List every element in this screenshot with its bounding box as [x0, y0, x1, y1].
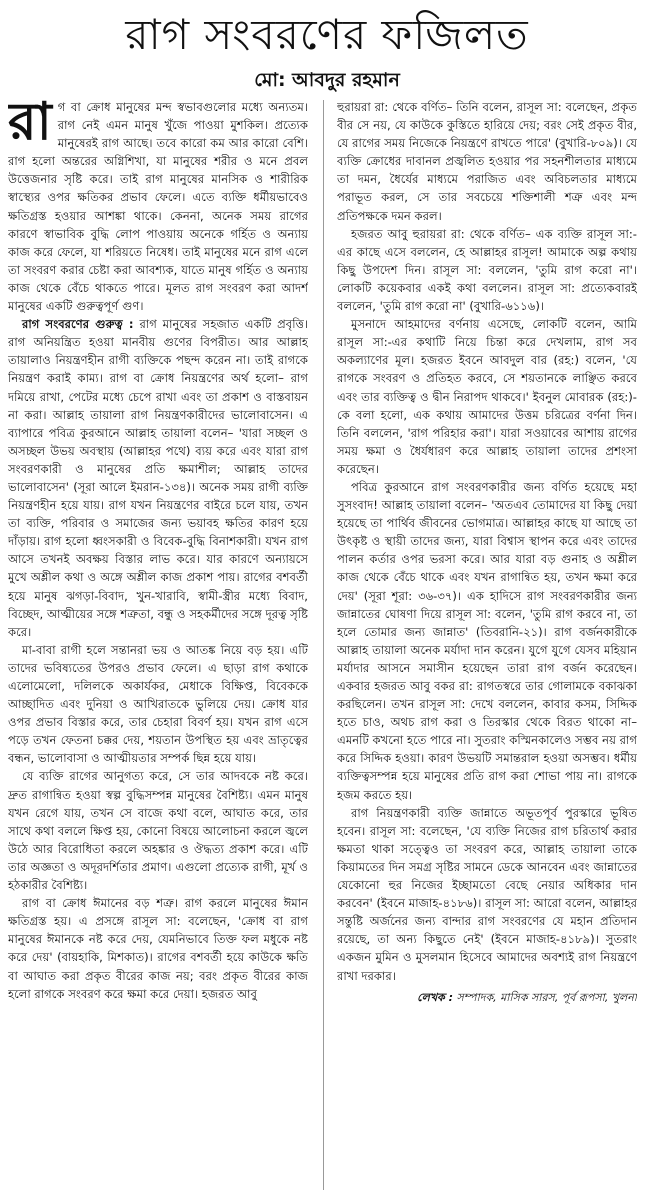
section-subheading: রাগ সংবরণের গুরুত্ব :: [22, 317, 134, 332]
obedience-paragraph: যে ব্যক্তি রাগের আনুগত্য করে, সে তার আদবকে নষ্ট করে। দ্রুত রাগান্বিত হওয়া স্বল্প বুদ্ধিসম্পন্ন মানুষের বৈশিষ্ট্য। এমন মানুষ যখন রেগে যায়, তখন সে বাজে কথা বলে, আঘাত করে, তার সাথে কথা বললে ক্ষিপ্ত হয়, কোনো বিষয়ে আলোচনা করলে জ্বলে উঠে আর বিরোধিতা করলে অহঙ্কার ও ঔদ্ধত্য প্রকাশ করে। এটি তার অজ্ঞতা ও অদূরদর্শিতার প্রমাণ। এগুলো প্রত্যেক রাগী, মূর্খ ও হঠকারীর বৈশিষ্ট্য।: [8, 769, 308, 893]
intro-text: গ বা ক্রোধ মানুষের মন্দ স্বভাবগুলোর মধ্যে অন্যতম। রাগ নেই এমন মানুষ খুঁজে পাওয়া মুশকিল। প্রত্যেক মানুষেরই রাগ আছে। তবে কারো কম আর কারো বেশি। রাগ হলো অন্তরের অগ্নিশিখা, যা মানুষের শরীর ও মনে প্রবল উত্তেজনার সৃষ্টি করে। তাই রাগ মানুষের মানসিক ও শারীরিক স্বাস্থ্যের ওপর ক্ষতিকর প্রভাব ফেলে। এতে ব্যক্তি ধর্মীয়ভাবেও ক্ষতিগ্রস্ত হওয়ার আশঙ্কা থাকে। কেননা, অনেক সময় রাগের কারণে স্বাভাবিক বুদ্ধি লোপ পাওয়ায় অনেকে গর্হিত ও অন্যায় কাজ করে ফেলে, যা শরিয়তে নিষেধ। তাই মানুষের মনে রাগ এলে তা সংবরণ করার চেষ্টা করা আবশ্যক, যাতে মানুষ গর্হিত ও অন্যায় কাজ থেকে বেঁচে থাকতে পারে। মূলত রাগ সংবরণ করা আদর্শ মানুষের একটি গুরুত্বপূর্ণ গুণ।: [8, 100, 308, 314]
left-column: [8, 98, 308, 1194]
musnad-paragraph: মুসনাদে আহমাদের বর্ণনায় এসেছে, লোকটি বলেন, আমি রাসূল সা:-এর কথাটি নিয়ে চিন্তা করে দেখলাম, রাগ সব অকল্যাণের মূল। হজরত ইবনে আবদুল বার (রহ:) বলেন, 'যে রাগকে সংবরণ ও প্রতিহত করবে, সে শয়তানকে লাঞ্ছিত করবে এবং তার ব্যক্তিত্ব ও দ্বীন নিরাপদ থাকবে।' ইবনুল মোবারক (রহ:)-কে বলা হলো, এক কথায় আমাদের উত্তম চরিত্রের বর্ণনা দিন। তিনি বললেন, 'রাগ পরিহার করা'। যারা সওয়াবের আশায় রাগের সময় ক্ষমা ও ধৈর্যধারণ করে আল্লাহ তায়ালা তাদের প্রশংসা করেছেন।: [337, 317, 637, 476]
byline-label: লেখক :: [417, 990, 453, 1004]
importance-text: রাগ মানুষের সহজাত একটি প্রবৃত্তি। রাগ অনিয়ন্ত্রিত হওয়া মানবীয় গুণের বিপরীত। আর আল্লাহ তায়ালাও নিয়ন্ত্রণহীন রাগী ব্যক্তিকে পছন্দ করেন না। তাই রাগকে নিয়ন্ত্রণ করাই কাম্য। রাগ বা ক্রোধ নিয়ন্ত্রণের অর্থ হলো– রাগ দমিয়ে রাখা, পেটের মধ্যে চেপে রাখা এবং তা প্রকাশ ও বাস্তবায়ন না করা। আল্লাহ তায়ালা রাগ নিয়ন্ত্রণকারীদের ভালোবাসেন। এ ব্যাপারে পবিত্র কুরআনে আল্লাহ তায়ালা বলেন– 'যারা সচ্ছল ও অসচ্ছল উভয় অবস্থায় (আল্লাহর পথে) ব্যয় করে এবং যারা রাগ সংবরণকারী ও মানুষের প্রতি ক্ষমাশীল; আল্লাহ তাদের ভালোবাসেন' (সূরা আলে ইমরান-১৩৪)। অনেক সময় রাগী ব্যক্তি নিয়ন্ত্রণহীন হয়ে যায়। রাগ যখন নিয়ন্ত্রণের বাইরে চলে যায়, তখন তা ব্যক্তি, পরিবার ও সমাজের জন্য ভয়াবহ ক্ষতির কারণ হয়ে দাঁড়ায়। রাগ হলো ধ্বংসকারী ও বিবেক-বুদ্ধি বিনাশকারী। যখন রাগ আসে তখনই অবক্ষয় বিস্তার লাভ করে। যার কারণে অন্যায়সে মুখে অশ্লীল কথা ও অঙ্গে অশ্লীল কাজ প্রকাশ পায়। রাগের বশবর্তী হয়ে মানুষ ঝগড়া-বিবাদ, খুন-খারাবি, স্বামী-স্ত্রীর মধ্যে বিবাদ, বিচ্ছেদ, আত্মীয়ের সঙ্গে শত্রুতা, বন্ধু ও সহকর্মীদের সঙ্গে দূরত্ব সৃষ্টি করে।: [8, 317, 308, 639]
intro-paragraph: [8, 98, 308, 315]
drop-cap: রা: [8, 98, 52, 152]
hadith-bukhari-paragraph: হুরায়রা রা: থেকে বর্ণিত– তিনি বলেন, রাসূল সা: বলেছেন, প্রকৃত বীর সে নয়, যে কাউকে কুস্তিতে হারিয়ে দেয়; বরং সেই প্রকৃত বীর, যে রাগের সময় নিজেকে নিয়ন্ত্রণে রাখতে পারে' (বুখারি-৮০৯)। যে ব্যক্তি ক্রোধের দাবানল প্রজ্বলিত হওয়ার পর সহনশীলতার মাধ্যমে তা দমন, ধৈর্যের মাধ্যমে পরাজিত এবং অবিচলতার মাধ্যমে পরাভূত করল, সে তার সবচেয়ে শক্তিশালী শত্রু এবং মন্দ প্রতিপক্ষকে দমন করল।: [337, 100, 637, 223]
parents-paragraph: মা-বাবা রাগী হলে সন্তানরা ভয় ও আতঙ্ক নিয়ে বড় হয়। এটি তাদের ভবিষ্যতের উপরও প্রভাব ফেলে। এ ছাড়া রাগ কথাকে এলোমেলো, দলিলকে অকার্যকর, মেধাকে বিক্ষিপ্ত, বিবেককে আচ্ছাদিত এবং দুনিয়া ও আখিরাতকে ভুলিয়ে দেয়। ক্রোধ যার ওপর প্রভাব বিস্তার করে, তার চেহারা বিবর্ণ হয়। যখন রাগ এসে পড়ে তখন ফেতনা চক্কর দেয়, শয়তান উপস্থিত হয় এবং ভ্রাতৃত্বের বন্ধন, ভালোবাসা ও আত্মীয়তার সম্পর্ক ছিন্ন হয়ে যায়।: [8, 642, 308, 766]
article-author: মো: আবদুর রহমান: [254, 69, 400, 91]
author-byline: [337, 989, 637, 1007]
iman-paragraph: রাগ বা ক্রোধ ঈমানের বড় শত্রু। রাগ করলে মানুষের ঈমান ক্ষতিগ্রস্ত হয়। এ প্রসঙ্গে রাসূল সা: বলেছেন, 'ক্রোধ বা রাগ মানুষের ঈমানকে নষ্ট করে দেয়, যেমনিভাবে তিক্ত ফল মধুকে নষ্ট করে দেয়' (বায়হাকি, মিশকাত)। রাগের বশবর্তী হয়ে কাউকে ক্ষতি বা আঘাত করা প্রকৃত বীরের কাজ নয়; বরং প্রকৃত বীরের কাজ হলো রাগকে সংবরণ করে ক্ষমা করে দেয়া। হজরত আবু: [8, 896, 308, 1001]
advice-paragraph: হজরত আবু হুরায়রা রা: থেকে বর্ণিত– এক ব্যক্তি রাসূল সা:-এর কাছে এসে বললেন, হে আল্লাহর রাসূল! আমাকে অল্প কথায় কিছু উপদেশ দিন। রাসূল সা: বললেন, 'তুমি রাগ করো না'। লোকটি কয়েকবার একই কথা বললেন। রাসূল সা: প্রত্যেকবারই বললেন, 'তুমি রাগ করো না' (বুখারি-৬১১৬)।: [337, 226, 637, 314]
reward-paragraph: রাগ নিয়ন্ত্রণকারী ব্যক্তি জান্নাতে অভূতপূর্ব পুরস্কারে ভূষিত হবেন। রাসূল সা: বলেছেন, 'যে ব্যক্তি নিজের রাগ চরিতার্থ করার ক্ষমতা থাকা সত্ত্বেও তা সংবরণ করে, আল্লাহ তায়ালা তাকে কিয়ামতের দিন সমগ্র সৃষ্টির সামনে ডেকে আনবেন এবং জান্নাতের যেকোনো হুর নিজের ইচ্ছামতো বেছে নেয়ার অধিকার দান করবেন' (ইবনে মাজাহ-৪১৮৬)। রাসূল সা: আরো বলেন, আল্লাহর সন্তুষ্টি অর্জনের জন্য বান্দার রাগ সংবরণের যে মহান প্রতিদান রয়েছে, তা অন্য কিছুতে নেই' (ইবনে মাজাহ-৪১৮৯)। সুতরাং একজন মুমিন ও মুসলমান হিসেবে আমাদের অবশ্যই রাগ নিয়ন্ত্রণে রাখা দরকার।: [337, 805, 637, 983]
column-divider: [323, 100, 324, 1190]
importance-paragraph: [8, 315, 308, 641]
byline-text: সম্পাদক, মাসিক সারস, পূর্ব রূপসা, খুলনা: [456, 990, 637, 1004]
article-title: রাগ সংবরণের ফজিলত: [125, 10, 529, 59]
quran-paragraph: পবিত্র কুরআনে রাগ সংবরণকারীর জন্য বর্ণিত হয়েছে মহা সুসংবাদ! আল্লাহ তায়ালা বলেন– 'অতএব তোমাদের যা কিছু দেয়া হয়েছে তা পার্থিব জীবনের ভোগমাত্র। আল্লাহর কাছে যা আছে তা উৎকৃষ্ট ও স্থায়ী তাদের জন্য, যারা বিশ্বাস স্থাপন করে এবং তাদের পালন কর্তার ওপর ভরসা করে। আর যারা বড় গুনাহ ও অশ্লীল কাজ থেকে বেঁচে থাকে এবং যখন রাগান্বিত হয়, তখন ক্ষমা করে দেয়' (সূরা শূরা: ৩৬-৩৭)। এক হাদিসে রাগ সংবরণকারীর জন্য জান্নাতের ঘোষণা দিয়ে রাসূল সা: বলেন, 'তুমি রাগ করবে না, তা হলে তোমার জন্য জান্নাত' (তিবরানি-২১)। রাগ বর্জনকারীকে আল্লাহ তায়ালা অনেক মর্যাদা দান করেন। যুগে যুগে যেসব মহিয়ান মর্যাদার আসনে সমাসীন হয়েছেন তারা রাগ বর্জন করেছেন। একবার হজরত আবু বকর রা: রাগতস্বরে তার গোলামকে বকাঝকা করছিলেন। তখন রাসূল সা: দেখে বললেন, কাবার কসম, সিদ্দিক হতে চাও, অথচ রাগ করা ও তিরস্কার থেকে বিরত থাকো না– এমনটি কখনো হতে পারে না। সুতরাং কস্মিনকালেও সম্ভব নয় রাগ করে সিদ্দিক হওয়া। কারণ উভয়টি সমান্তরাল হওয়া অসম্ভব। ধর্মীয় ব্যক্তিত্বসম্পন্ন হয়ে মানুষের প্রতি রাগ করা শোভা পায় না। রাগকে হজম করতে হয়।: [337, 479, 637, 802]
right-column: [337, 98, 637, 1194]
